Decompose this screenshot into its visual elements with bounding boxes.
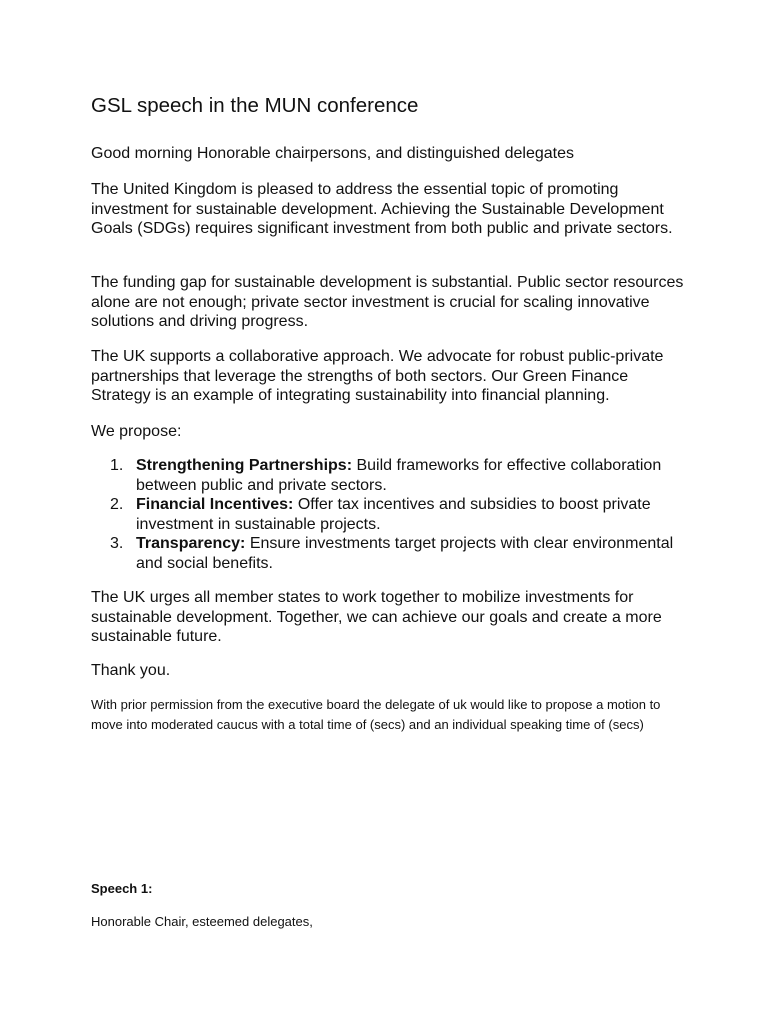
list-number: 3. <box>110 535 124 552</box>
page-title: GSL speech in the MUN conference <box>91 94 419 117</box>
motion-paragraph: With prior permission from the executive board the delegate of uk would like to propose a motion to move into moderated caucus with a total time of (secs) and an individual speaking time of (secs) <box>91 697 661 732</box>
proposal-heading: Strengthening Partnerships: <box>136 457 353 474</box>
speech-1-opening: Honorable Chair, esteemed delegates, <box>91 914 313 929</box>
list-number: 2. <box>110 496 124 513</box>
proposal-text: Offer tax incentives and subsidies to boost private investment in sustainable projects. <box>136 496 651 533</box>
proposal-text: Ensure investments target projects with clear environmental and social benefits. <box>136 535 674 572</box>
list-item <box>91 534 691 573</box>
thanks-paragraph: Thank you. <box>91 662 171 679</box>
proposals-list <box>91 456 691 573</box>
list-item <box>91 495 691 534</box>
funding-gap-paragraph: The funding gap for sustainable development is substantial. Public sector resources alone are not enough; private sector investment is crucial for scaling innovative solutions and driving progress. <box>91 274 684 330</box>
propose-intro: We propose: <box>91 423 182 440</box>
proposal-heading: Financial Incentives: <box>136 496 294 513</box>
urge-paragraph: The UK urges all member states to work together to mobilize investments for sustainable development. Together, we can achieve our goals and create a more sustainable future. <box>91 589 662 645</box>
approach-paragraph: The UK supports a collaborative approach. We advocate for robust public-private partnerships that leverage the strengths of both sectors. Our Green Finance Strategy is an example of integrating sustainability into financial planning. <box>91 348 664 404</box>
greeting-paragraph: Good morning Honorable chairpersons, and distinguished delegates <box>91 145 574 162</box>
list-item <box>91 456 691 495</box>
proposal-text: Build frameworks for effective collaboration between public and private sectors. <box>136 457 662 494</box>
proposal-heading: Transparency: <box>136 535 246 552</box>
list-number: 1. <box>110 457 124 474</box>
intro-paragraph: The United Kingdom is pleased to address the essential topic of promoting investment for sustainable development. Achieving the Sustainable Development Goals (SDGs) requires significant investment from both public and private sectors. <box>91 181 673 237</box>
speech-1-heading: Speech 1: <box>91 881 153 896</box>
